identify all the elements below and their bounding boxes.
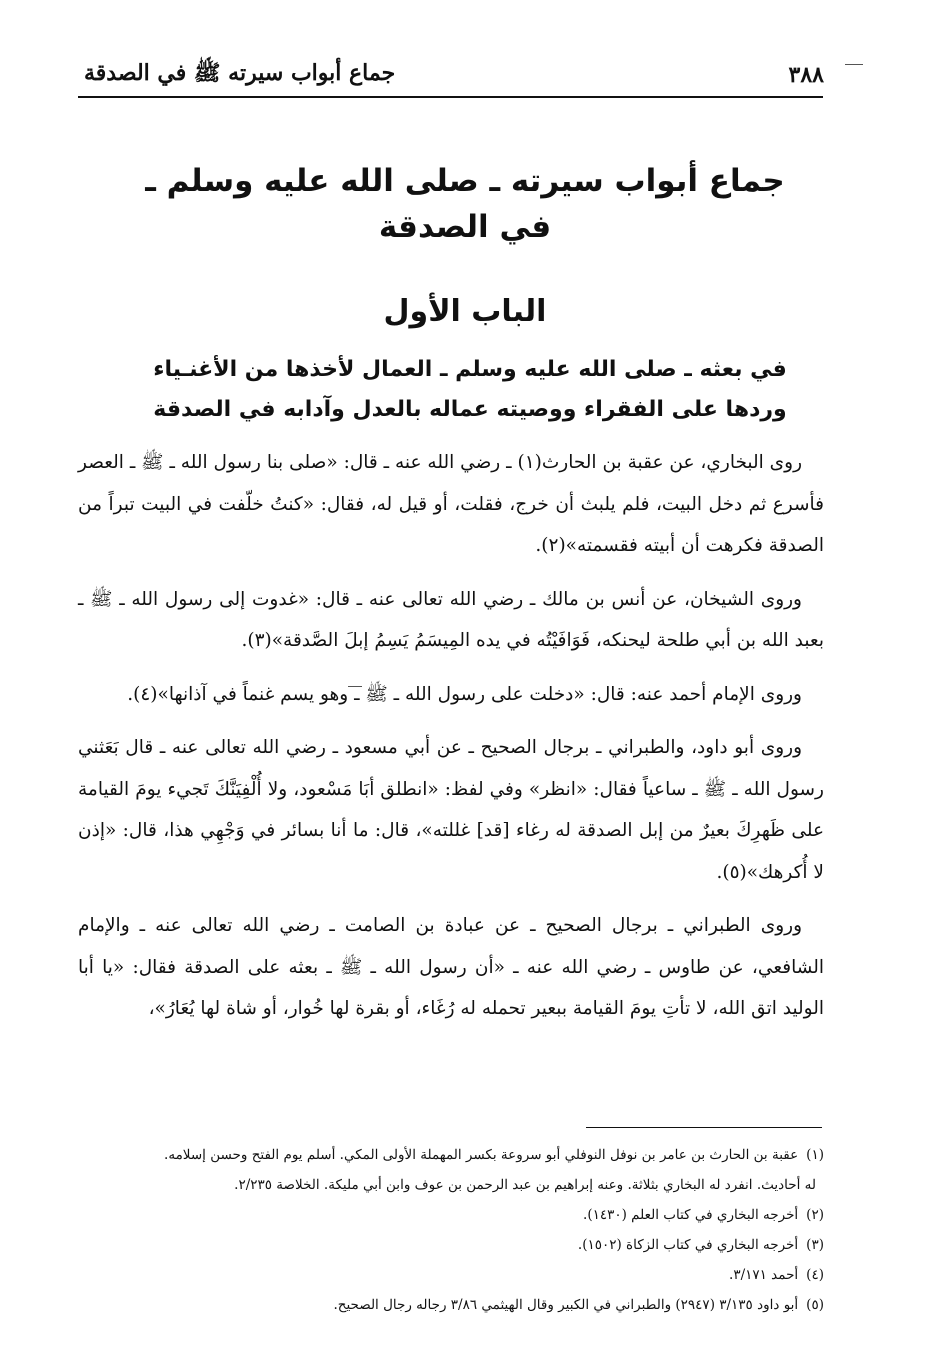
footnote-text: أخرجه البخاري في كتاب الزكاة (١٥٠٢). <box>577 1237 799 1253</box>
chapter-subtitle-line2: وردها على الفقراء ووصيته عماله بالعدل وآدابه في الصدقة <box>153 397 787 422</box>
footnotes <box>78 1140 824 1320</box>
page-header <box>84 56 824 94</box>
paragraph: وروى الشيخان، عن أنس بن مالك ـ رضي الله تعالى عنه ـ قال: «غدوت إلى رسول الله ـ ﷺ ـ بعبد الله بن أبي طلحة ليحنكه، فَوَافَيْتُه في يده المِيسَمُ يَسِمُ إبلَ الصَّدقة»(٣). <box>78 588 824 651</box>
section-title <box>140 158 790 250</box>
footnote-continuation <box>78 1170 824 1200</box>
paragraph: وروى الإمام أحمد عنه: قال: «دخلت على رسول الله ـ ﷺ ـ وهو يسم غنماً في آذانها»(٤). <box>127 683 802 705</box>
footnote-number: (٣) <box>806 1237 824 1253</box>
body-text <box>78 442 824 1042</box>
scan-mark <box>845 64 863 65</box>
footnote-text: له أحاديث. انفرد له البخاري بثلاثة. وعنه إبراهيم بن عبد الرحمن بن عوف وابن أبي مليكة. الخلاصة ٢/٢٣٥. <box>234 1177 816 1193</box>
footnote-text: أبو داود ٣/١٣٥ (٢٩٤٧) والطبراني في الكبير وقال الهيثمي ٣/٨٦ رجاله رجال الصحيح. <box>333 1297 799 1313</box>
footnote-text: أخرجه البخاري في كتاب العلم (١٤٣٠). <box>583 1207 799 1223</box>
paragraph: وروى الطبراني ـ برجال الصحيح ـ عن عبادة بن الصامت ـ رضي الله تعالى عنه ـ والإمام الشافعي، عن طاوس ـ رضي الله عنه ـ «أن رسول الله ـ ﷺ ـ بعثه على الصدقة فقال: «يا أبا الوليد اتق الله، لا تأتِ يومَ القيامة ببعير تحمله له رُغَاء، أو بقرة لها خُوار، أو شاة لها يُعَارُ»، <box>78 915 824 1019</box>
paragraph: وروى أبو داود، والطبراني ـ برجال الصحيح ـ عن أبي مسعود ـ رضي الله تعالى عنه ـ قال بَعَثني رسول الله ـ ﷺ ـ ساعياً فقال: «انظر» وفي لفظ: «انطلق أبَا مَسْعود، ولا أُلْفِيَنَّكَ تَجيء يومَ القيامة على ظَهرِكَ بعيرٌ من إبل الصدقة له رغاء [قد] غللته»، قال: ما أنا بسائر في وَجْهِي هذا، قال: «إذن لا أُكرهك»(٥). <box>78 737 824 883</box>
footnote <box>78 1200 824 1230</box>
footnote-text: عقبة بن الحارث بن عامر بن نوفل النوفلي أبو سروعة بكسر المهملة الأولى المكي. أسلم يوم الفتح وحسن إسلامه. <box>164 1147 799 1163</box>
page-number: ٣٨٨ <box>788 62 824 88</box>
footnote <box>78 1260 824 1290</box>
chapter-title: الباب الأول <box>383 294 547 329</box>
footnote <box>78 1230 824 1260</box>
footnote-number: (١) <box>806 1147 824 1163</box>
footnote-number: (٢) <box>806 1207 824 1223</box>
chapter-subtitle-line1: في بعثه ـ صلى الله عليه وسلم ـ العمال لأخذها من الأغنـياء <box>153 357 787 382</box>
footnote <box>78 1140 824 1170</box>
section-title-line2: في الصدقة <box>378 209 552 245</box>
footnote-text: أحمد ٣/١٧١. <box>729 1267 799 1283</box>
paragraph: روى البخاري، عن عقبة بن الحارث(١) ـ رضي الله عنه ـ قال: «صلى بنا رسول الله ـ ﷺ ـ العصر فأسرع ثم دخل البيت، فلم يلبث أن خرج، فقلت، أو قيل له، فقال: «كنتُ خلّفت في البيت تبراً من الصدقة فكرهت أن أبيته فقسمته»(٢). <box>78 452 824 556</box>
chapter-subtitle <box>110 350 830 430</box>
footnote <box>78 1290 824 1320</box>
footnote-number: (٥) <box>806 1297 824 1313</box>
running-title: جماع أبواب سيرته ﷺ في الصدقة <box>84 60 396 86</box>
footnote-number: (٤) <box>806 1267 824 1283</box>
footnote-separator <box>586 1127 822 1128</box>
section-title-line1: جماع أبواب سيرته ـ صلى الله عليه وسلم ـ <box>145 163 785 199</box>
scan-mark <box>348 686 362 687</box>
header-rule <box>78 96 823 98</box>
